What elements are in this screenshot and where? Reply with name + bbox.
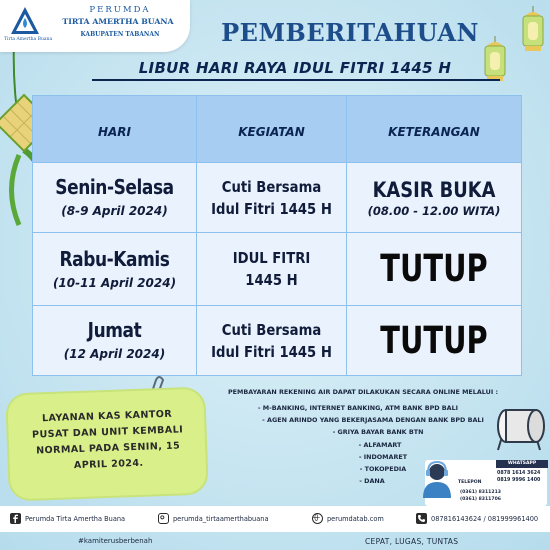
footer-website[interactable] <box>312 513 384 524</box>
notice-board <box>11 393 202 496</box>
schedule-table <box>32 95 522 376</box>
footer-facebook[interactable] <box>10 513 125 524</box>
facebook-icon <box>10 513 21 524</box>
list-item: - DANA <box>359 477 385 486</box>
kegiatan-line2: 1445 H <box>245 271 298 289</box>
hari-cell <box>33 233 197 306</box>
keterangan-label: KASIR BUKA <box>372 177 496 202</box>
whatsapp-number[interactable]: 0819 9996 1400 <box>497 478 541 483</box>
subtitle-underline <box>92 79 500 81</box>
keterangan-cell <box>347 163 522 233</box>
motto: CEPAT, LUGAS, TUNTAS <box>365 537 459 546</box>
date-label: (8-9 April 2024) <box>61 204 168 218</box>
logo-panel <box>0 0 190 52</box>
list-item: - GRIYA BAYAR BANK BTN <box>332 428 424 437</box>
keterangan-label: TUTUP <box>380 318 488 362</box>
table-row <box>33 233 522 306</box>
date-label: (12 April 2024) <box>63 347 166 361</box>
telepon-label: TELEPON <box>458 480 482 485</box>
instagram-label: perumda_tirtaamerthabuana <box>173 514 269 523</box>
lantern-icon <box>518 6 548 58</box>
kegiatan-line2: Idul Fitri 1445 H <box>211 199 332 218</box>
list-item: - TOKOPEDIA <box>359 465 407 474</box>
kegiatan-line2: Idul Fitri 1445 H <box>211 342 332 361</box>
org-name-line2: TIRTA AMERTHA BUANA <box>62 17 174 26</box>
footer-phone[interactable] <box>416 513 538 524</box>
kegiatan-cell <box>197 163 347 233</box>
globe-icon <box>312 513 323 524</box>
hashtag: #kamiterusberbenah <box>78 537 153 545</box>
kegiatan-line1: Cuti Bersama <box>221 177 322 196</box>
kegiatan-cell <box>197 233 347 306</box>
customer-service-icon <box>420 458 454 498</box>
notice-text: LAYANAN KAS KANTOR PUSAT DAN UNIT KEMBALI NORMAL PADA SENIN, 15 APRIL 2024. <box>31 408 184 472</box>
hari-cell <box>33 306 197 376</box>
column-header-keterangan: KETERANGAN <box>347 96 522 163</box>
hari-cell <box>33 163 197 233</box>
column-header-kegiatan: KEGIATAN <box>197 96 347 163</box>
keterangan-cell <box>347 233 522 306</box>
keterangan-label: TUTUP <box>380 247 488 290</box>
kegiatan-line1: IDUL FITRI <box>232 249 311 267</box>
whatsapp-number[interactable]: 0878 1614 3624 <box>497 471 541 476</box>
list-item: - AGEN ARINDO YANG BEKERJASAMA DENGAN BANK BPD BALI <box>262 416 484 425</box>
drum-icon <box>488 400 548 452</box>
org-name-line3: KABUPATEN TABANAN <box>80 31 160 38</box>
hari-label: Senin-Selasa <box>55 175 174 199</box>
list-item: - ALFAMART <box>358 440 402 449</box>
org-name-line1: PERUMDA <box>89 5 151 15</box>
list-item: - INDOMARET <box>358 452 408 461</box>
date-label: (10-11 April 2024) <box>52 275 177 290</box>
footer-bar <box>0 506 550 532</box>
list-item: - M-BANKING, INTERNET BANKING, ATM BANK BPD BALI <box>257 404 459 412</box>
instagram-icon <box>158 513 169 524</box>
telepon-number[interactable]: (0361) 8311213 <box>460 490 501 495</box>
kegiatan-line1: Cuti Bersama <box>221 320 322 339</box>
kegiatan-cell <box>197 306 347 376</box>
phone-label: 087816143624 / 081999961400 <box>431 514 539 523</box>
facebook-label: Perumda Tirta Amertha Buana <box>25 514 126 523</box>
telepon-number[interactable]: (0361) 8311706 <box>460 497 501 502</box>
payment-heading: PEMBAYARAN REKENING AIR DAPAT DILAKUKAN SECARA ONLINE MELALUI : <box>227 388 498 396</box>
whatsapp-label: WHATSAPP <box>496 460 548 468</box>
keterangan-hours: (08.00 - 12.00 WITA) <box>367 203 501 218</box>
table-row <box>33 163 522 233</box>
website-label: perumdatab.com <box>327 514 384 523</box>
page-title: PEMBERITAHUAN <box>221 18 479 47</box>
hari-label: Jumat <box>87 318 142 342</box>
table-row <box>33 306 522 376</box>
page-subtitle: LIBUR HARI RAYA IDUL FITRI 1445 H <box>138 59 452 77</box>
keterangan-cell <box>347 306 522 376</box>
phone-icon <box>416 513 427 524</box>
column-header-hari: HARI <box>33 96 197 163</box>
table-header-row <box>33 96 522 163</box>
hari-label: Rabu-Kamis <box>59 246 170 271</box>
logo-icon <box>10 6 40 36</box>
logo-caption: Tirta Amertha Buana <box>4 37 53 42</box>
footer-instagram[interactable] <box>158 513 269 524</box>
